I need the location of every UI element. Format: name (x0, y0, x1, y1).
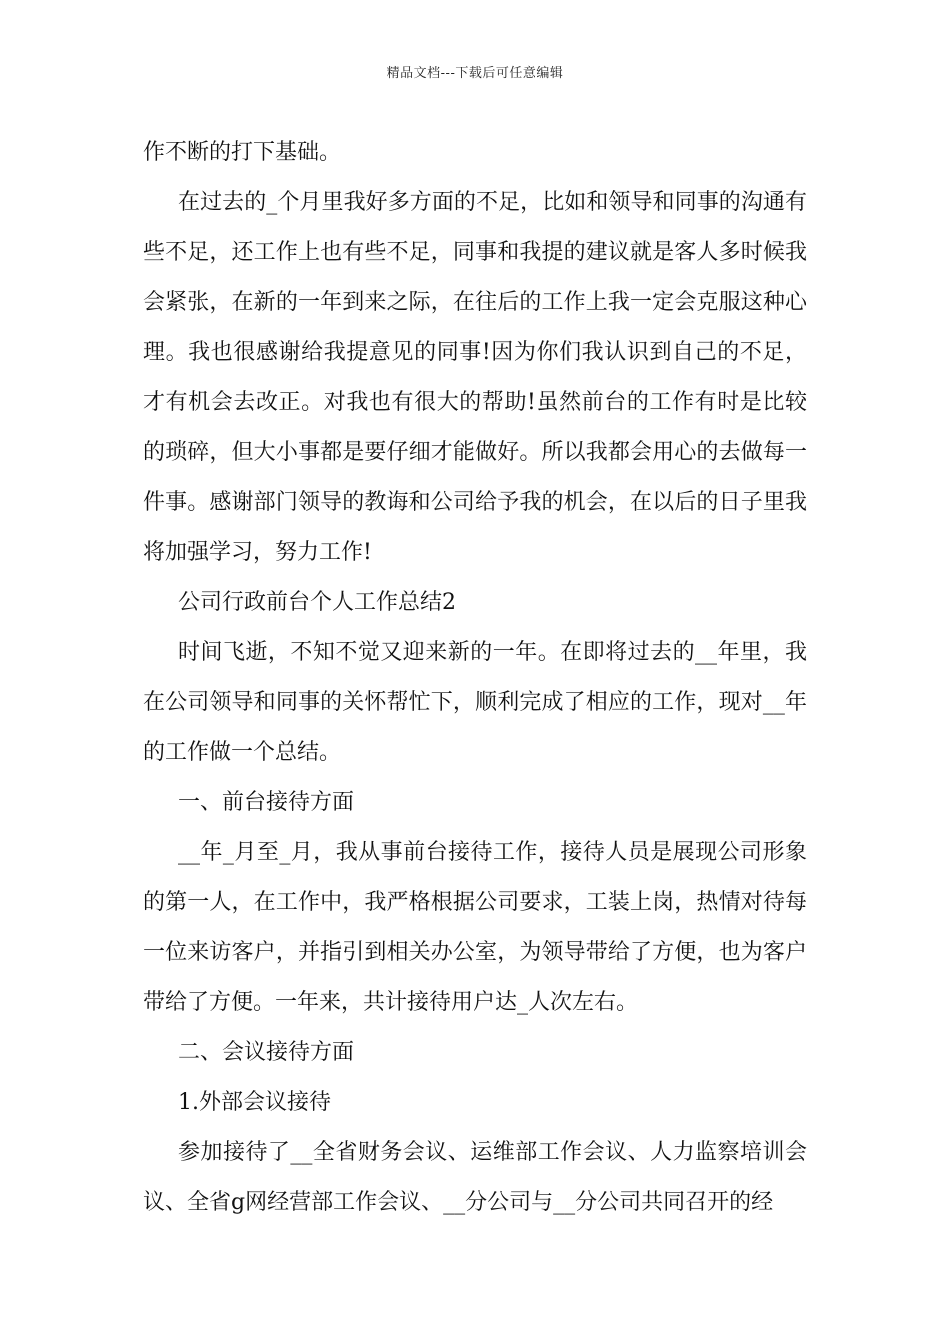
paragraph-continuation: 作不断的打下基础。 (143, 140, 342, 165)
page-header: 精品文档---下载后可任意编辑 (386, 66, 564, 81)
paragraph-external-meetings: 参加接待了__全省财务会议、运维部工作会议、人力监察培训会议、全省g网经营部工作会议、__分公司与__分公司共同召开的经 (143, 1140, 807, 1215)
heading-meetings: 二、会议接待方面 (178, 1040, 355, 1065)
subheading-external-meetings: 1.外部会议接待 (178, 1090, 331, 1115)
section-title: 公司行政前台个人工作总结2 (178, 590, 456, 615)
paragraph-reception: __年_月至_月，我从事前台接待工作，接待人员是展现公司形象的第一人，在工作中，我严格根据公司要求，工装上岗，热情对待每一位来访客户，并指引到相关办公室，为领导带给了方便，也为客户带给了方便。一年来，共计接待用户达_人次左右。 (143, 840, 807, 1015)
paragraph-intro: 时间飞逝，不知不觉又迎来新的一年。在即将过去的__年里，我在公司领导和同事的关怀帮忙下，顺利完成了相应的工作，现对__年的工作做一个总结。 (143, 640, 807, 765)
document-body (143, 128, 807, 1228)
heading-reception: 一、前台接待方面 (178, 790, 355, 815)
paragraph-reflection: 在过去的_个月里我好多方面的不足，比如和领导和同事的沟通有些不足，还工作上也有些不足，同事和我提的建议就是客人多时候我会紧张，在新的一年到来之际，在往后的工作上我一定会克服这种心理。我也很感谢给我提意见的同事!因为你们我认识到自己的不足，才有机会去改正。对我也有很大的帮助!虽然前台的工作有时是比较的琐碎，但大小事都是要仔细才能做好。所以我都会用心的去做每一件事。感谢部门领导的教诲和公司给予我的机会，在以后的日子里我将加强学习，努力工作! (143, 190, 807, 565)
